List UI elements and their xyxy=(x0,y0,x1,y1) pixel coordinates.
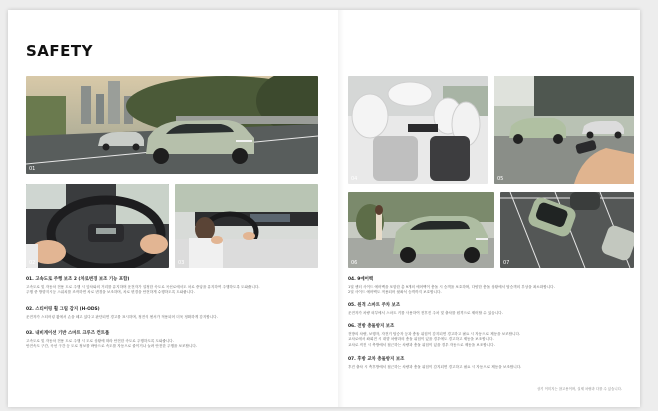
photo-03 xyxy=(175,184,318,268)
feature-heading: 01. 고속도로 주행 보조 2 (차로변경 보조 기능 포함) xyxy=(26,277,130,282)
feature-section xyxy=(348,357,638,370)
feature-text: 고속도로 및 자동차 전용 도로 주행 시 앞차와의 거리를 유지하며 운전자가 설정한 속도로 곡선로에서도 차로 중앙을 유지하여 주행하도록 도와줍니다. xyxy=(26,285,260,289)
feature-heading: 05. 원격 스마트 주차 보조 xyxy=(348,303,401,308)
photo-number: 04 xyxy=(351,176,358,182)
feature-section xyxy=(26,307,316,320)
feature-section xyxy=(348,277,638,296)
photo-07 xyxy=(500,192,634,268)
feature-section xyxy=(348,303,638,316)
feature-text: 주행 중 방향지시등 스위치를 조작하면 차로 변경을 보조하며, 차로 변경을 안전하게 수행하도록 도와줍니다. xyxy=(26,290,195,295)
feature-text: 고속도로 및 자동차 전용 도로 주행 시 도로 상황에 따라 안전한 속도로 주행하도록 도와줍니다. xyxy=(26,339,174,343)
feature-section xyxy=(26,277,316,296)
photo-number: 07 xyxy=(503,260,510,266)
photo-number: 02 xyxy=(29,260,36,266)
feature-text: 운전자가 스티어링 휠에서 손을 떼고 있다고 판단되면 경고를 표시하며, 정전식 센서가 적용되어 더욱 정확하게 감지합니다. xyxy=(26,315,218,319)
feature-text: 운전자가 차량 외부에서 스마트 키를 사용하여 전후진 주차 및 출차를 원격으로 제어할 수 있습니다. xyxy=(348,311,503,315)
feature-heading: 03. 내비게이션 기반 스마트 크루즈 컨트롤 xyxy=(26,331,110,336)
feature-heading: 02. 스티어링 휠 그립 감지 (H-ODS) xyxy=(26,307,100,312)
feature-text: 1열 센터 사이드 에어백을 포함한 총 9개의 에어백이 충돌 시 승객을 보호하며, 다양한 충돌 상황에서 탑승객의 부상을 최소화합니다. xyxy=(348,285,555,289)
photo-number: 03 xyxy=(178,260,185,266)
photo-06 xyxy=(348,192,494,268)
feature-heading: 06. 전방 충돌방지 보조 xyxy=(348,324,395,329)
photo-02 xyxy=(26,184,169,268)
feature-text: 전방의 차량, 보행자, 자전거 탑승자 등과 충돌 위험이 감지되면 경고하고 필요 시 자동으로 제동을 보조합니다. xyxy=(348,332,521,336)
feature-section xyxy=(26,331,316,350)
photo-number: 06 xyxy=(351,260,358,266)
photo-05 xyxy=(494,76,634,184)
photo-number: 05 xyxy=(497,176,504,182)
page-fold xyxy=(338,10,344,407)
feature-text: 교차로에서 좌회전 시 대향 차량과의 충돌 위험이 있을 경우에도 경고하고 제동을 보조합니다. xyxy=(348,337,494,342)
feature-text: 안전속도 구간, 곡선 구간 등 도로 정보를 바탕으로 속도를 자동으로 줄이거나 늘려 안전한 주행을 보조합니다. xyxy=(26,344,198,349)
photo-01 xyxy=(26,76,318,174)
feature-text: 2열 사이드 에어백도 적용되어 뒷좌석 승객까지 보호합니다. xyxy=(348,290,442,295)
footnote: 상기 이미지는 참고용이며, 실제 차량과 다를 수 있습니다. xyxy=(536,387,622,391)
photo-04 xyxy=(348,76,488,184)
feature-text: 후진 출차 시 측후방에서 접근하는 차량과 충돌 위험이 감지되면 경고하고 필요 시 자동으로 제동을 보조합니다. xyxy=(348,365,522,369)
brochure-spread xyxy=(8,10,640,407)
photo-number: 01 xyxy=(29,166,36,172)
feature-text: 교차로 직진 시 측방에서 접근하는 차량과 충돌 위험이 있을 경우 자동으로 제동을 보조합니다. xyxy=(348,342,495,347)
feature-heading: 07. 후방 교차 충돌방지 보조 xyxy=(348,357,405,362)
feature-heading: 04. 9에어백 xyxy=(348,277,374,282)
page-title: SAFETY xyxy=(26,42,93,60)
feature-section xyxy=(348,324,638,348)
